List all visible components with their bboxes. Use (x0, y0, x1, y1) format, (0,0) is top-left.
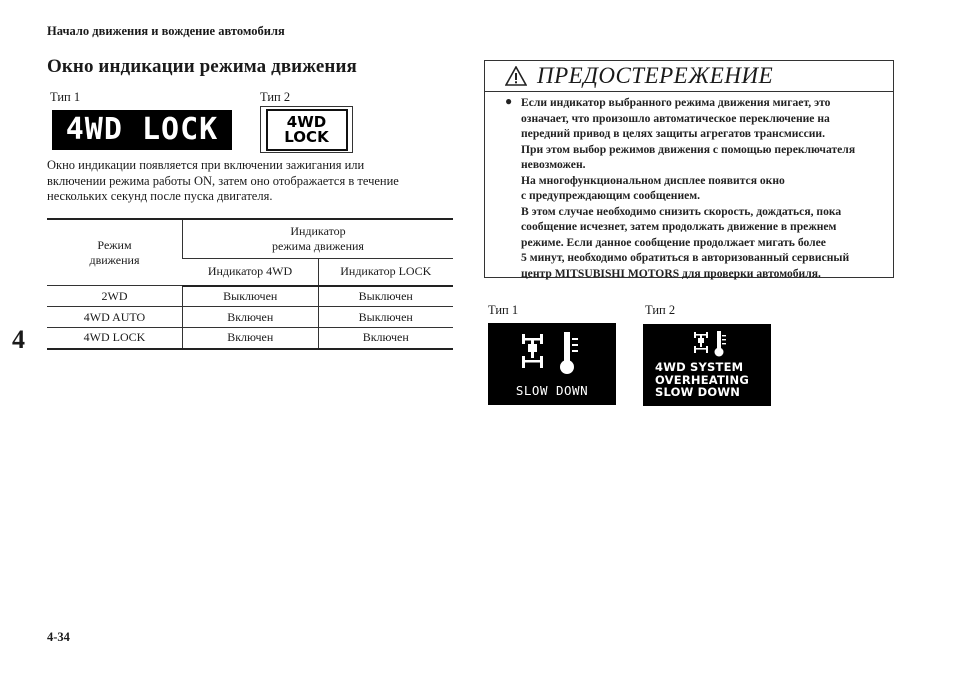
table-row (47, 307, 453, 328)
cell-mode: 4WD LOCK (47, 328, 183, 349)
paragraph-line: нескольких секунд после пуска двигателя. (47, 189, 273, 203)
cell-lock: Выключен (318, 286, 453, 307)
cell-mode: 4WD AUTO (47, 307, 183, 328)
type1-label: Тип 1 (50, 90, 81, 104)
cell-4wd: Включен (183, 307, 319, 328)
warning-line: означает, что произошло автоматическое переключение на (521, 111, 830, 125)
bullet-icon: ● (505, 94, 513, 108)
mode-indicator-table (47, 218, 453, 350)
page-number: 4-34 (47, 630, 70, 644)
header-indicator-line2: режима движения (272, 239, 364, 253)
warning-title: ПРЕДОСТЕРЕЖЕНИЕ (537, 63, 774, 88)
display-type2-line2: LOCK (284, 127, 329, 146)
cell-lock: Выключен (318, 307, 453, 328)
display2-text (655, 361, 771, 399)
display-type2-line1: 4WD (286, 112, 327, 131)
warning-box (484, 60, 894, 278)
type2-label: Тип 2 (260, 90, 291, 104)
warning-line: При этом выбор режимов движения с помощью переключателя (521, 142, 856, 156)
drivetrain-temperature-icon (693, 330, 727, 358)
display1-text: SLOW DOWN (515, 383, 589, 398)
warning-line: передний привод в целях защиты агрегатов трансмиссии. (521, 127, 825, 140)
display-slow-down-type1 (488, 323, 616, 405)
warning-triangle-icon (505, 66, 527, 86)
warning-line: с предупреждающим сообщением. (521, 189, 701, 202)
warning-line: сообщение исчезнет, затем продолжать движение в прежнем (521, 220, 837, 233)
display-type1-4wd-lock (52, 110, 232, 150)
header-lock-indicator: Индикатор LOCK (318, 259, 453, 286)
chapter-number: 4 (12, 325, 25, 354)
cell-4wd: Включен (183, 328, 319, 349)
header-indicator-line1: Индикатор (290, 224, 346, 238)
warning-line: Если индикатор выбранного режима движения мигает, это (521, 96, 831, 109)
display-type2-4wd-lock (260, 106, 353, 153)
paragraph-line: включении режима работы ON, затем оно отображается в течение (47, 173, 399, 188)
drivetrain-temperature-icon (520, 330, 582, 378)
header-mode (47, 219, 183, 286)
header-mode-line2: движения (89, 252, 140, 267)
warning-line: На многофункциональном дисплее появится окно (521, 173, 785, 187)
warning-line: 5 минут, необходимо обратиться в авторизованный сервисный (521, 251, 850, 264)
cell-4wd: Выключен (183, 286, 319, 307)
warning-line: В этом случае необходимо снизить скорость, дождаться, пока (521, 204, 842, 218)
display-type1-text: 4WD LOCK (65, 112, 219, 147)
lower-type1-label: Тип 1 (488, 303, 519, 317)
running-head: Начало движения и вождение автомобиля (47, 24, 285, 38)
header-mode-line1: Режим (97, 237, 132, 252)
display2-line: SLOW DOWN (655, 385, 741, 399)
lower-type2-label: Тип 2 (645, 303, 676, 317)
section-title: Окно индикации режима движения (47, 56, 357, 77)
cell-mode: 2WD (47, 286, 183, 307)
warning-line: невозможен. (521, 158, 586, 171)
paragraph-line: Окно индикации появляется при включении зажигания или (47, 158, 365, 172)
display2-line: OVERHEATING (655, 372, 749, 387)
display-slow-down-type2 (643, 324, 771, 406)
header-indicator (183, 219, 454, 259)
display-type2-inner (266, 109, 348, 151)
header-4wd-indicator: Индикатор 4WD (183, 259, 319, 286)
cell-lock: Включен (318, 328, 453, 349)
display2-line: 4WD SYSTEM (655, 360, 744, 374)
warning-line: центр MITSUBISHI MOTORS для проверки автомобиля. (521, 266, 821, 280)
intro-paragraph (47, 158, 457, 205)
table-row (47, 286, 453, 307)
warning-body (505, 95, 889, 281)
table-row (47, 328, 453, 349)
warning-line: режиме. Если данное сообщение продолжает мигать более (521, 235, 826, 249)
warning-header (485, 61, 893, 92)
